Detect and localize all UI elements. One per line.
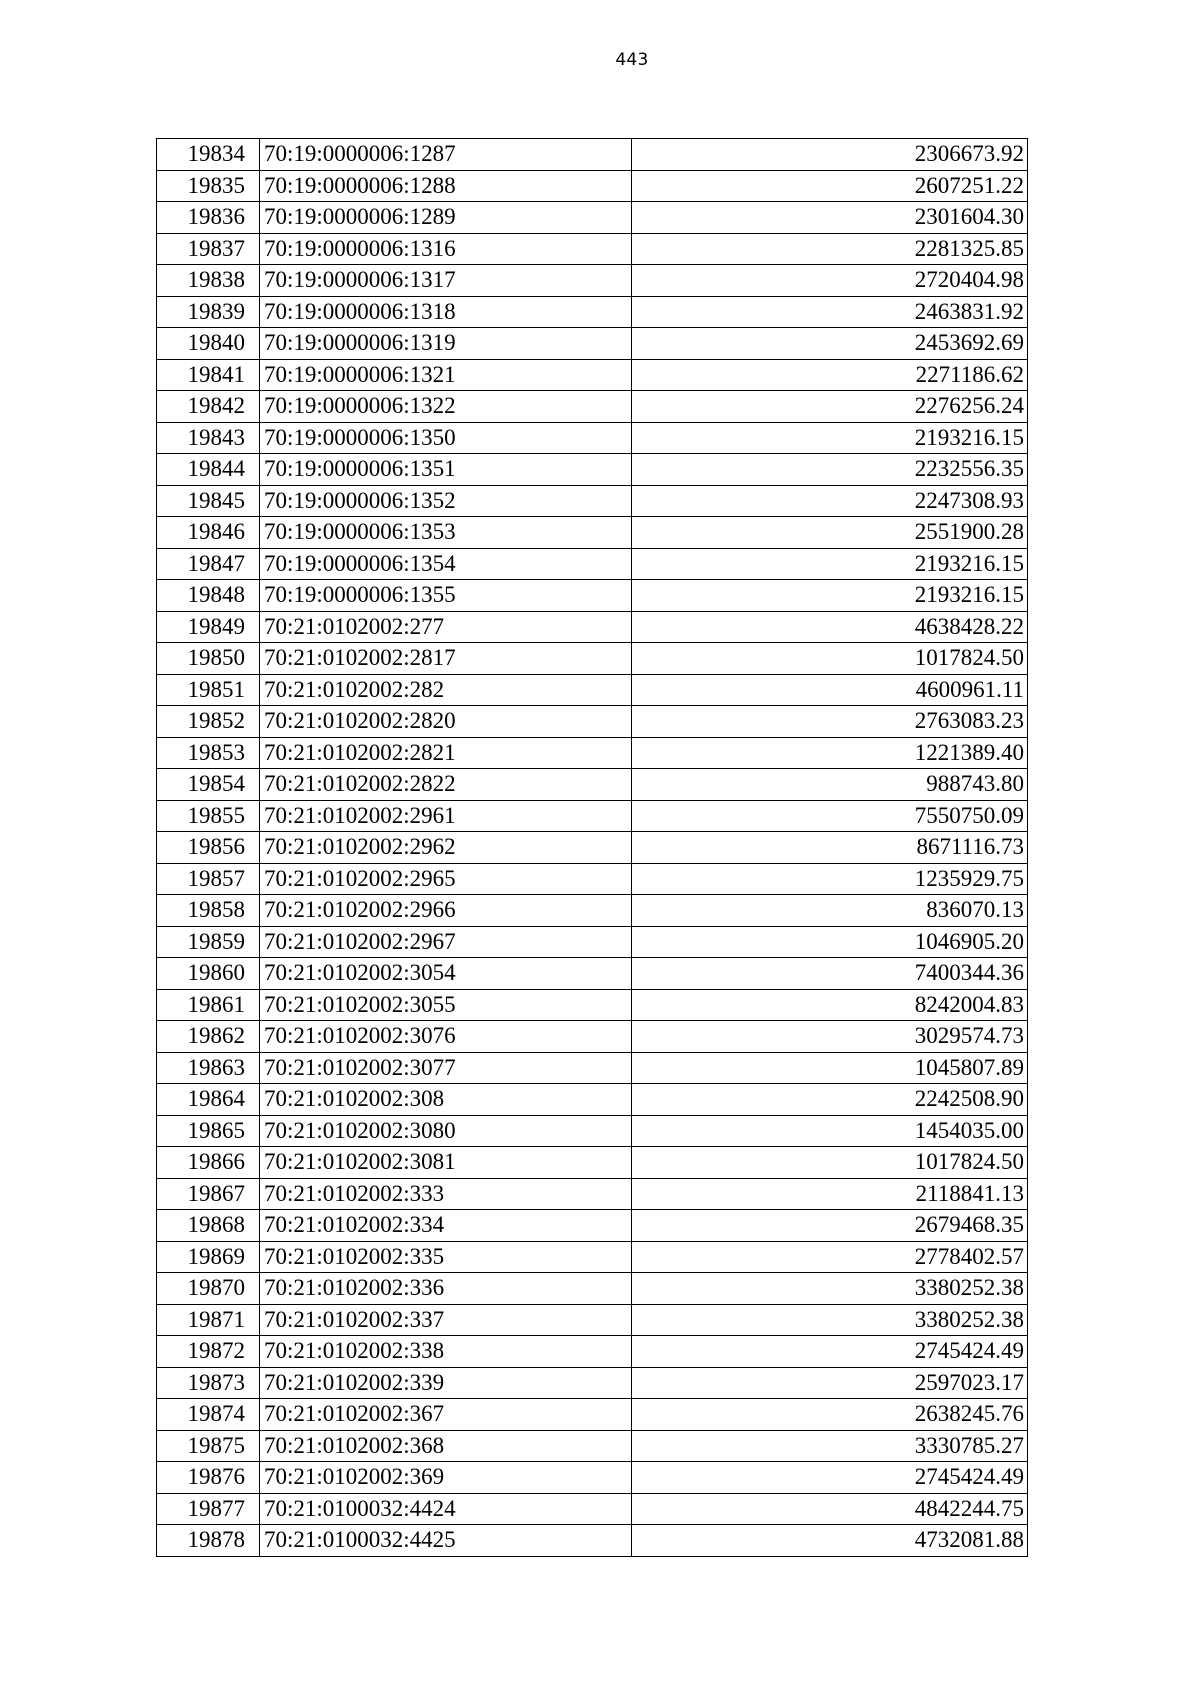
row-number-cell: 19878	[157, 1525, 260, 1557]
table-row	[157, 1021, 1028, 1053]
cadastral-number-cell: 70:21:0102002:2965	[260, 863, 632, 895]
row-number-cell: 19851	[157, 674, 260, 706]
cadastral-number-cell: 70:21:0102002:336	[260, 1273, 632, 1305]
row-number-cell: 19845	[157, 485, 260, 517]
cadastral-number-cell: 70:21:0102002:277	[260, 611, 632, 643]
cadastral-value-cell: 2193216.15	[632, 548, 1028, 580]
cadastral-value-cell: 2551900.28	[632, 517, 1028, 549]
cadastral-number-cell: 70:21:0102002:2820	[260, 706, 632, 738]
cadastral-number-cell: 70:21:0102002:339	[260, 1367, 632, 1399]
row-number-cell: 19846	[157, 517, 260, 549]
cadastral-number-cell: 70:21:0102002:3081	[260, 1147, 632, 1179]
table-row	[157, 454, 1028, 486]
cadastral-value-cell: 2306673.92	[632, 139, 1028, 171]
cadastral-value-cell: 1221389.40	[632, 737, 1028, 769]
cadastral-number-cell: 70:19:0000006:1318	[260, 296, 632, 328]
cadastral-number-cell: 70:21:0102002:2962	[260, 832, 632, 864]
cadastral-value-cell: 2778402.57	[632, 1241, 1028, 1273]
table-row	[157, 1430, 1028, 1462]
table-row	[157, 1178, 1028, 1210]
row-number-cell: 19842	[157, 391, 260, 423]
row-number-cell: 19874	[157, 1399, 260, 1431]
table-row	[157, 296, 1028, 328]
table-row	[157, 1241, 1028, 1273]
cadastral-value-cell: 3380252.38	[632, 1304, 1028, 1336]
cadastral-number-cell: 70:19:0000006:1351	[260, 454, 632, 486]
table-row	[157, 769, 1028, 801]
cadastral-number-cell: 70:21:0102002:3055	[260, 989, 632, 1021]
table-row	[157, 517, 1028, 549]
row-number-cell: 19837	[157, 233, 260, 265]
row-number-cell: 19838	[157, 265, 260, 297]
cadastral-number-cell: 70:19:0000006:1352	[260, 485, 632, 517]
row-number-cell: 19873	[157, 1367, 260, 1399]
cadastral-value-cell: 7400344.36	[632, 958, 1028, 990]
cadastral-value-cell: 2193216.15	[632, 580, 1028, 612]
cadastral-value-cell: 1017824.50	[632, 1147, 1028, 1179]
row-number-cell: 19860	[157, 958, 260, 990]
cadastral-value-cell: 2638245.76	[632, 1399, 1028, 1431]
table-row	[157, 1273, 1028, 1305]
cadastral-value-cell: 2271186.62	[632, 359, 1028, 391]
cadastral-value-cell: 4600961.11	[632, 674, 1028, 706]
row-number-cell: 19844	[157, 454, 260, 486]
row-number-cell: 19863	[157, 1052, 260, 1084]
table-row	[157, 548, 1028, 580]
table-row	[157, 1493, 1028, 1525]
row-number-cell: 19866	[157, 1147, 260, 1179]
table-row	[157, 1304, 1028, 1336]
cadastral-number-cell: 70:21:0102002:282	[260, 674, 632, 706]
row-number-cell: 19877	[157, 1493, 260, 1525]
table-row	[157, 422, 1028, 454]
cadastral-value-cell: 1046905.20	[632, 926, 1028, 958]
row-number-cell: 19839	[157, 296, 260, 328]
cadastral-value-cell: 2607251.22	[632, 170, 1028, 202]
table-row	[157, 359, 1028, 391]
row-number-cell: 19867	[157, 1178, 260, 1210]
row-number-cell: 19834	[157, 139, 260, 171]
row-number-cell: 19869	[157, 1241, 260, 1273]
cadastral-value-cell: 2745424.49	[632, 1336, 1028, 1368]
cadastral-number-cell: 70:21:0102002:335	[260, 1241, 632, 1273]
table-row	[157, 643, 1028, 675]
table-row	[157, 800, 1028, 832]
cadastral-value-cell: 2745424.49	[632, 1462, 1028, 1494]
cadastral-value-cell: 2232556.35	[632, 454, 1028, 486]
row-number-cell: 19849	[157, 611, 260, 643]
row-number-cell: 19835	[157, 170, 260, 202]
table-row	[157, 926, 1028, 958]
table-row	[157, 832, 1028, 864]
cadastral-number-cell: 70:21:0102002:2821	[260, 737, 632, 769]
page-number: 443	[615, 50, 649, 70]
cadastral-number-cell: 70:19:0000006:1322	[260, 391, 632, 423]
table-row	[157, 1367, 1028, 1399]
table-row	[157, 1525, 1028, 1557]
row-number-cell: 19843	[157, 422, 260, 454]
row-number-cell: 19840	[157, 328, 260, 360]
cadastral-number-cell: 70:21:0102002:3077	[260, 1052, 632, 1084]
cadastral-number-cell: 70:21:0102002:2967	[260, 926, 632, 958]
table-row	[157, 1115, 1028, 1147]
table-row	[157, 1084, 1028, 1116]
cadastral-number-cell: 70:19:0000006:1289	[260, 202, 632, 234]
row-number-cell: 19859	[157, 926, 260, 958]
cadastral-number-cell: 70:21:0102002:368	[260, 1430, 632, 1462]
cadastral-value-cell: 1017824.50	[632, 643, 1028, 675]
cadastral-value-cell: 4732081.88	[632, 1525, 1028, 1557]
row-number-cell: 19865	[157, 1115, 260, 1147]
row-number-cell: 19876	[157, 1462, 260, 1494]
table-row	[157, 1052, 1028, 1084]
cadastral-number-cell: 70:21:0102002:2966	[260, 895, 632, 927]
table-row	[157, 674, 1028, 706]
row-number-cell: 19870	[157, 1273, 260, 1305]
cadastral-number-cell: 70:21:0100032:4424	[260, 1493, 632, 1525]
table-row	[157, 580, 1028, 612]
cadastral-value-cell: 3330785.27	[632, 1430, 1028, 1462]
table-row	[157, 1399, 1028, 1431]
cadastral-value-cell: 2301604.30	[632, 202, 1028, 234]
cadastral-number-cell: 70:21:0100032:4425	[260, 1525, 632, 1557]
cadastral-value-cell: 2597023.17	[632, 1367, 1028, 1399]
table-row	[157, 1210, 1028, 1242]
cadastral-value-cell: 4638428.22	[632, 611, 1028, 643]
cadastral-number-cell: 70:21:0102002:338	[260, 1336, 632, 1368]
row-number-cell: 19847	[157, 548, 260, 580]
row-number-cell: 19864	[157, 1084, 260, 1116]
cadastral-value-cell: 2720404.98	[632, 265, 1028, 297]
cadastral-value-cell: 4842244.75	[632, 1493, 1028, 1525]
cadastral-value-cell: 2463831.92	[632, 296, 1028, 328]
row-number-cell: 19836	[157, 202, 260, 234]
cadastral-number-cell: 70:21:0102002:2961	[260, 800, 632, 832]
cadastral-number-cell: 70:21:0102002:337	[260, 1304, 632, 1336]
row-number-cell: 19850	[157, 643, 260, 675]
cadastral-value-cell: 2281325.85	[632, 233, 1028, 265]
cadastral-value-cell: 1454035.00	[632, 1115, 1028, 1147]
table-row	[157, 170, 1028, 202]
cadastral-number-cell: 70:19:0000006:1321	[260, 359, 632, 391]
cadastral-value-cell: 3029574.73	[632, 1021, 1028, 1053]
cadastral-number-cell: 70:19:0000006:1354	[260, 548, 632, 580]
row-number-cell: 19872	[157, 1336, 260, 1368]
row-number-cell: 19871	[157, 1304, 260, 1336]
cadastral-number-cell: 70:21:0102002:3076	[260, 1021, 632, 1053]
table-row	[157, 202, 1028, 234]
cadastral-value-cell: 2679468.35	[632, 1210, 1028, 1242]
table-row	[157, 611, 1028, 643]
cadastral-value-cell: 1235929.75	[632, 863, 1028, 895]
row-number-cell: 19868	[157, 1210, 260, 1242]
row-number-cell: 19858	[157, 895, 260, 927]
row-number-cell: 19875	[157, 1430, 260, 1462]
cadastral-number-cell: 70:19:0000006:1288	[260, 170, 632, 202]
table-row	[157, 233, 1028, 265]
row-number-cell: 19841	[157, 359, 260, 391]
row-number-cell: 19861	[157, 989, 260, 1021]
table-row	[157, 265, 1028, 297]
cadastral-value-cell: 2453692.69	[632, 328, 1028, 360]
table-row	[157, 737, 1028, 769]
cadastral-number-cell: 70:19:0000006:1319	[260, 328, 632, 360]
cadastral-value-cell: 2118841.13	[632, 1178, 1028, 1210]
cadastral-number-cell: 70:19:0000006:1350	[260, 422, 632, 454]
table-row	[157, 989, 1028, 1021]
table-row	[157, 958, 1028, 990]
cadastral-value-cell: 988743.80	[632, 769, 1028, 801]
cadastral-value-cell: 2276256.24	[632, 391, 1028, 423]
cadastral-number-cell: 70:21:0102002:334	[260, 1210, 632, 1242]
cadastral-number-cell: 70:19:0000006:1287	[260, 139, 632, 171]
cadastral-value-table	[156, 138, 1028, 1557]
table-row	[157, 1336, 1028, 1368]
cadastral-number-cell: 70:21:0102002:367	[260, 1399, 632, 1431]
table-row	[157, 139, 1028, 171]
cadastral-value-cell: 836070.13	[632, 895, 1028, 927]
cadastral-number-cell: 70:19:0000006:1355	[260, 580, 632, 612]
cadastral-number-cell: 70:19:0000006:1316	[260, 233, 632, 265]
cadastral-number-cell: 70:21:0102002:333	[260, 1178, 632, 1210]
cadastral-value-cell: 1045807.89	[632, 1052, 1028, 1084]
cadastral-value-cell: 2193216.15	[632, 422, 1028, 454]
cadastral-number-cell: 70:21:0102002:369	[260, 1462, 632, 1494]
cadastral-value-cell: 3380252.38	[632, 1273, 1028, 1305]
cadastral-value-cell: 7550750.09	[632, 800, 1028, 832]
table-row	[157, 391, 1028, 423]
cadastral-value-cell: 8242004.83	[632, 989, 1028, 1021]
row-number-cell: 19854	[157, 769, 260, 801]
cadastral-number-cell: 70:21:0102002:3080	[260, 1115, 632, 1147]
cadastral-value-cell: 2247308.93	[632, 485, 1028, 517]
row-number-cell: 19857	[157, 863, 260, 895]
table-row	[157, 706, 1028, 738]
cadastral-number-cell: 70:21:0102002:2822	[260, 769, 632, 801]
table-row	[157, 485, 1028, 517]
cadastral-number-cell: 70:21:0102002:2817	[260, 643, 632, 675]
table-row	[157, 1147, 1028, 1179]
row-number-cell: 19853	[157, 737, 260, 769]
row-number-cell: 19855	[157, 800, 260, 832]
cadastral-value-cell: 2763083.23	[632, 706, 1028, 738]
table-row	[157, 863, 1028, 895]
table-row	[157, 1462, 1028, 1494]
row-number-cell: 19862	[157, 1021, 260, 1053]
cadastral-value-cell: 8671116.73	[632, 832, 1028, 864]
cadastral-value-cell: 2242508.90	[632, 1084, 1028, 1116]
table-body	[157, 139, 1028, 1557]
cadastral-number-cell: 70:21:0102002:3054	[260, 958, 632, 990]
table-row	[157, 895, 1028, 927]
cadastral-number-cell: 70:21:0102002:308	[260, 1084, 632, 1116]
cadastral-number-cell: 70:19:0000006:1317	[260, 265, 632, 297]
row-number-cell: 19852	[157, 706, 260, 738]
table-row	[157, 328, 1028, 360]
row-number-cell: 19856	[157, 832, 260, 864]
row-number-cell: 19848	[157, 580, 260, 612]
cadastral-number-cell: 70:19:0000006:1353	[260, 517, 632, 549]
